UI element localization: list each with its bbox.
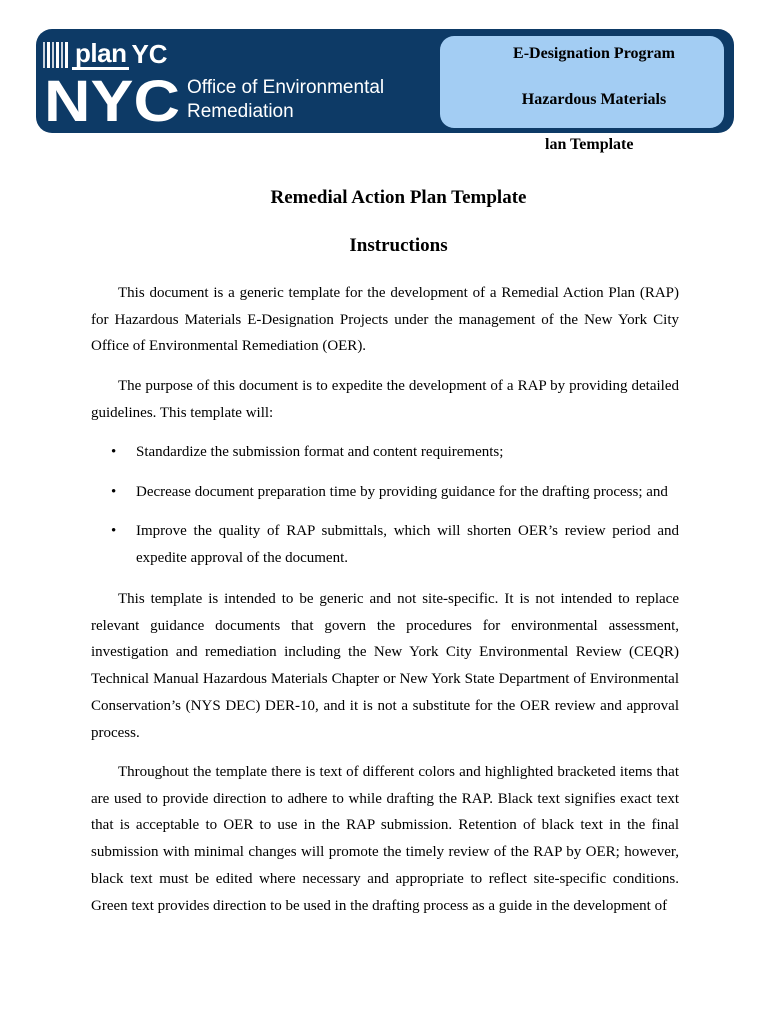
bullet-icon: • xyxy=(111,444,117,460)
logo-yc-text: YC xyxy=(131,39,168,69)
program-title: E-Designation Program xyxy=(513,45,675,62)
bullet-text: Standardize the submission format and content requirements; xyxy=(136,444,504,460)
office-line-2: Remediation xyxy=(187,101,294,122)
list-item xyxy=(91,518,679,571)
program-subtitle: Hazardous Materials xyxy=(521,91,667,108)
bullet-text: Decrease document preparation time by providing guidance for the drafting process; and xyxy=(136,483,668,500)
list-item xyxy=(91,439,679,466)
paragraph-purpose: The purpose of this document is to expedite the development of a RAP by providing detailed guidelines. This template will: xyxy=(91,378,679,421)
bullet-icon: • xyxy=(111,483,117,500)
bullet-icon: • xyxy=(111,523,117,540)
document-title: Remedial Action Plan Template xyxy=(270,187,527,208)
program-template-label: lan Template xyxy=(545,136,634,153)
paragraph-intro: This document is a generic template for the development of a Remedial Action Plan (RAP) for Hazardous Materials E-Designation Projects under the management of the New York City Office of Environmental Remediation (OER). xyxy=(91,285,679,355)
list-item xyxy=(91,479,679,506)
nyc-logo-text: NYC xyxy=(44,75,180,125)
bullet-list xyxy=(91,439,679,585)
document-subtitle: Instructions xyxy=(349,235,448,256)
nyc-logo xyxy=(44,75,182,125)
office-line-1: Office of Environmental xyxy=(187,77,385,98)
paragraph-colors: Throughout the template there is text of different colors and highlighted bracketed items that are used to provide direction to adhere to while drafting the RAP. Black text signifies exact text that is acceptable to OER to use in the RAP submission. Retention of black text in the final submission with minimal changes will promote the timely review of the RAP by OER; however, black text must be edited where necessary and appropriate to reflect site-specific conditions. Green text provides direction to be used in the drafting process as a guide in the development of xyxy=(91,764,679,914)
logo-plan-text: plan xyxy=(72,39,129,70)
paragraph-scope: This template is intended to be generic and not site-specific. It is not intended to replace relevant guidance documents that govern the procedures for environmental assessment, investigation and remediation including the New York City Environmental Review (CEQR) Technical Manual Hazardous Materials Chapter or New York State Department of Environmental Conservation’s (NYS DEC) DER-10, and it is not a substitute for the OER review and approval process. xyxy=(91,591,679,741)
bullet-text: Improve the quality of RAP submittals, which will shorten OER’s review period and expedite approval of the document. xyxy=(136,523,679,567)
office-name xyxy=(187,76,384,124)
planyc-logo xyxy=(43,38,168,70)
barcode-icon xyxy=(43,40,70,68)
